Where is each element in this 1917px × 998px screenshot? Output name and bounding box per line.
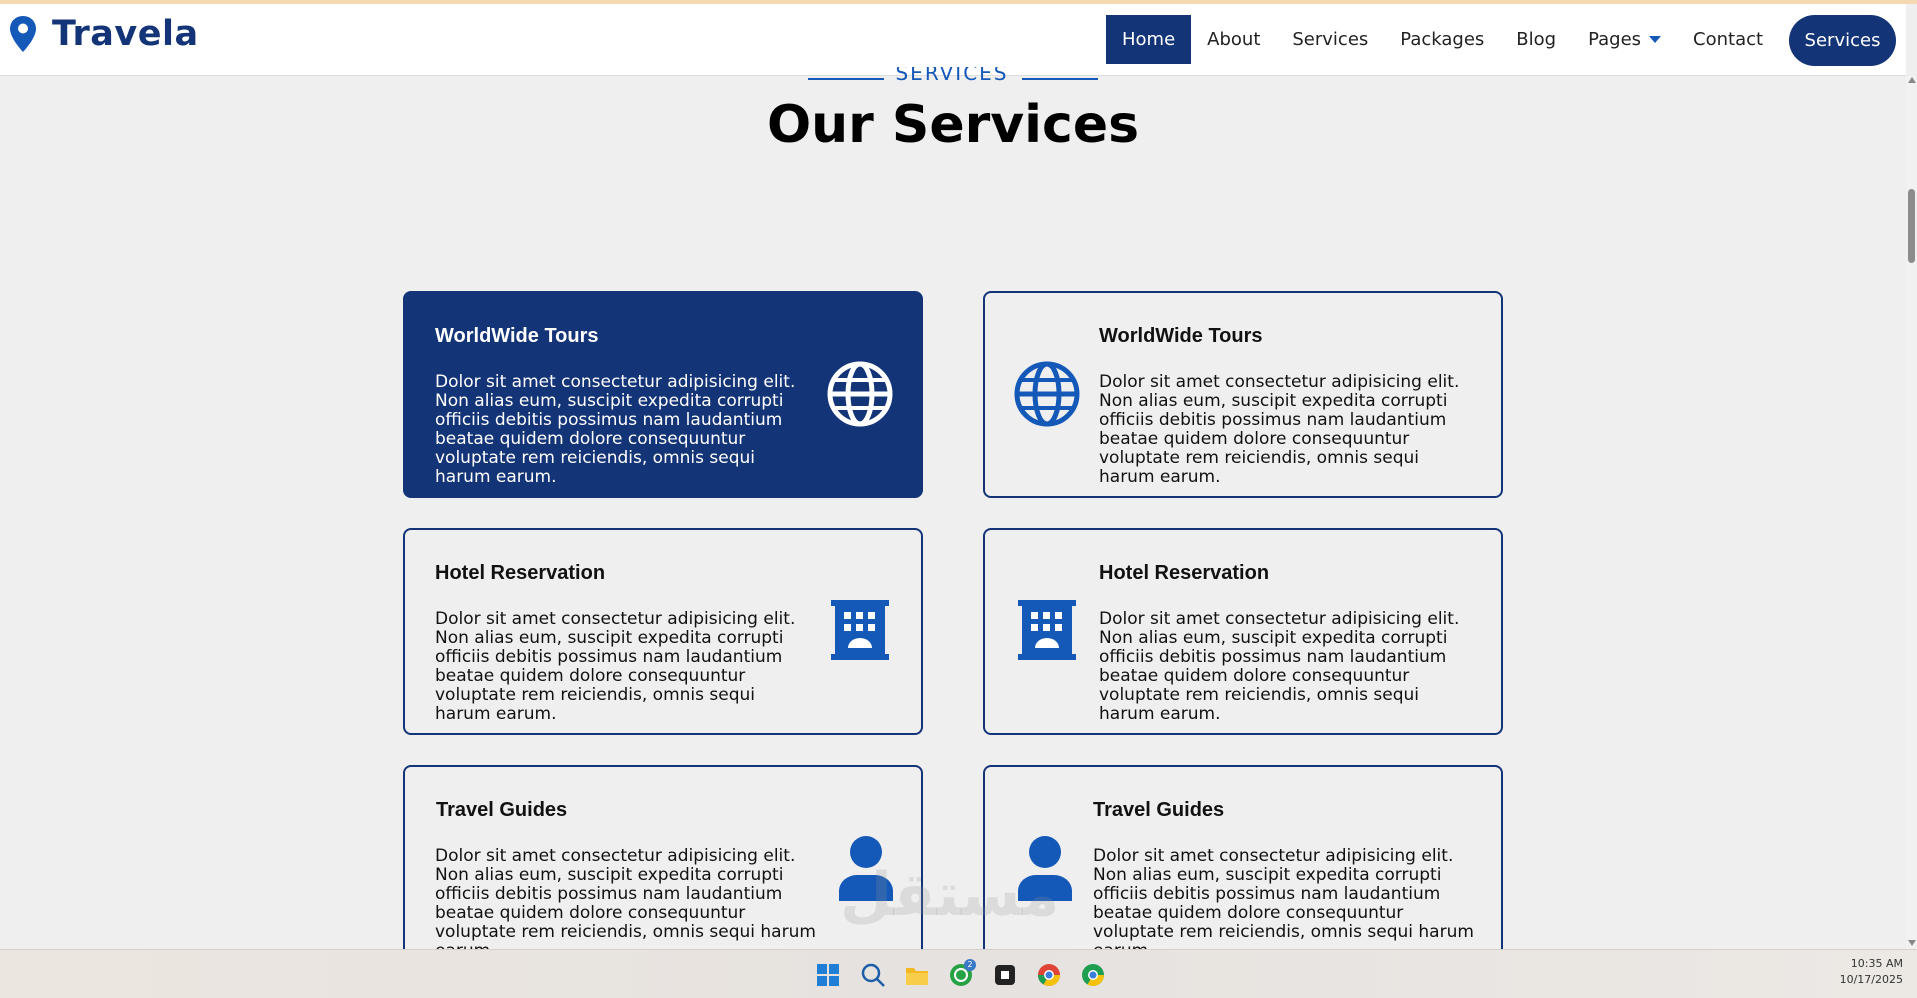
card-text: Dolor sit amet consectetur adipisicing elit. Non alias eum, suscipit expedita corrupti officiis debitis possimus nam laudantium beatae quidem dolore consequuntur voluptate rem reiciendis, omnis sequi harum earum. [435, 609, 796, 724]
card-title: Hotel Reservation [435, 562, 606, 584]
scroll-up-icon[interactable] [1908, 77, 1916, 83]
nav-home[interactable]: Home [1106, 15, 1191, 64]
card-title: Hotel Reservation [1099, 562, 1270, 584]
chrome-profile-icon[interactable] [1080, 962, 1106, 988]
map-marker-icon [8, 15, 38, 53]
card-title: Travel Guides [1093, 799, 1225, 821]
services-button[interactable]: Services [1789, 15, 1896, 66]
taskbar [0, 949, 1917, 998]
service-card-travel-guides-alt[interactable] [983, 765, 1503, 965]
hotel-icon [1014, 598, 1080, 664]
section-title: Our Services [766, 95, 1140, 155]
card-text: Dolor sit amet consectetur adipisicing elit. Non alias eum, suscipit expedita corrupti officiis debitis possimus nam laudantium beatae quidem dolore consequuntur voluptate rem reiciendis, omnis sequi harum [435, 846, 816, 942]
nav-blog[interactable]: Blog [1516, 29, 1557, 50]
brand-name: Travela [52, 14, 199, 54]
chrome-icon[interactable] [1036, 962, 1062, 988]
nav-about[interactable]: About [1207, 29, 1261, 50]
nav-services[interactable]: Services [1292, 29, 1369, 50]
watermark: مستقل [840, 860, 1060, 930]
service-card-hotel-reservation[interactable] [403, 528, 923, 735]
section-subtitle-text: SERVICES [895, 67, 1009, 81]
brand-logo[interactable] [8, 14, 199, 54]
main-nav [1106, 15, 1779, 64]
scroll-down-icon[interactable] [1908, 940, 1916, 946]
nav-contact[interactable]: Contact [1693, 29, 1764, 50]
card-title: WorldWide Tours [1099, 325, 1263, 347]
card-text: Dolor sit amet consectetur adipisicing elit. Non alias eum, suscipit expedita corrupti officiis debitis possimus nam laudantium beatae quidem dolore consequuntur voluptate rem reiciendis, omnis sequi harum [1093, 846, 1474, 942]
nav-pages-label: Pages [1588, 29, 1642, 50]
whatsapp-badge: 2 [964, 959, 976, 971]
subtitle-line-left [808, 78, 884, 80]
card-text: Dolor sit amet consectetur adipisicing elit. Non alias eum, suscipit expedita corrupti officiis debitis possimus nam laudantium beatae quidem dolore consequuntur voluptate rem reiciendis, omnis sequi harum earum. [435, 372, 796, 487]
app-icon[interactable] [992, 962, 1018, 988]
nav-pages-dropdown[interactable] [1572, 15, 1677, 64]
clock-date: 10/17/2025 [1839, 973, 1903, 986]
service-card-worldwide-tours-alt[interactable] [983, 291, 1503, 498]
system-clock[interactable] [1840, 956, 1903, 988]
service-card-worldwide-tours[interactable] [403, 291, 923, 498]
file-explorer-icon[interactable] [904, 962, 930, 988]
page-scrollbar[interactable] [1906, 76, 1917, 949]
search-icon[interactable] [860, 962, 886, 988]
card-text: Dolor sit amet consectetur adipisicing elit. Non alias eum, suscipit expedita corrupti officiis debitis possimus nam laudantium beatae quidem dolore consequuntur voluptate rem reiciendis, omnis sequi harum earum. [1099, 372, 1460, 487]
card-text: Dolor sit amet consectetur adipisicing elit. Non alias eum, suscipit expedita corrupti officiis debitis possimus nam laudantium beatae quidem dolore consequuntur voluptate rem reiciendis, omnis sequi harum earum. [1099, 609, 1460, 724]
navbar [0, 4, 1906, 76]
nav-packages[interactable]: Packages [1400, 29, 1485, 50]
clock-time: 10:35 AM [1850, 957, 1903, 970]
section-subtitle [0, 67, 1906, 81]
windows-start-icon[interactable] [815, 962, 841, 988]
caret-down-icon [1649, 36, 1661, 43]
card-title: WorldWide Tours [435, 325, 599, 347]
subtitle-line-right [1022, 78, 1098, 80]
globe-icon [827, 361, 893, 427]
card-title: Travel Guides [436, 799, 568, 821]
scrollbar-thumb[interactable] [1908, 189, 1915, 263]
hotel-icon [827, 598, 893, 664]
globe-icon [1014, 361, 1080, 427]
service-card-hotel-reservation-alt[interactable] [983, 528, 1503, 735]
